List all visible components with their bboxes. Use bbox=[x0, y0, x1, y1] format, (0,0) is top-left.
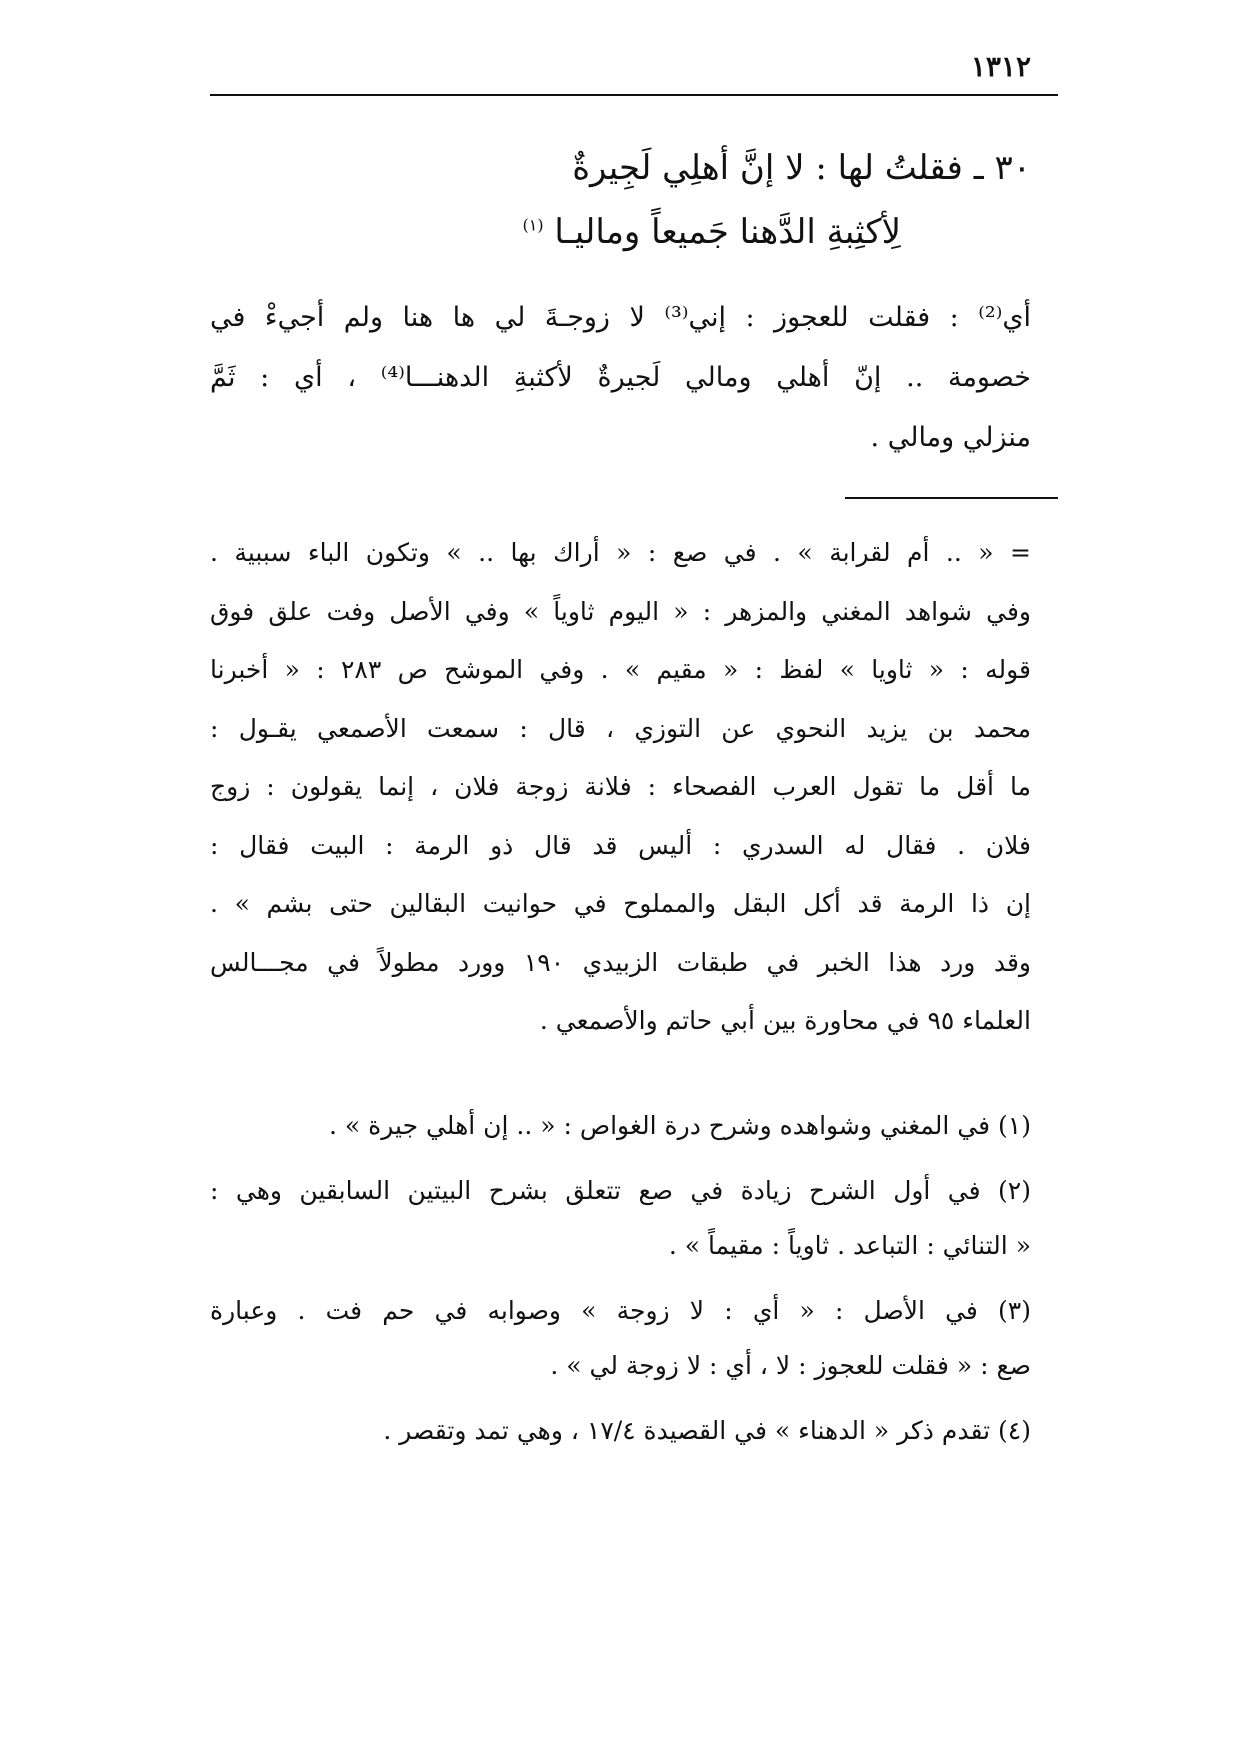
footnote-1 bbox=[210, 1098, 1031, 1153]
footnote-line: صع : « فقلت للعجوز : لا ، أي : لا زوجة لي » . bbox=[550, 1351, 1031, 1380]
footnote-marker-1: (١) bbox=[522, 215, 544, 235]
header-rule bbox=[210, 94, 1058, 96]
note-line: قوله : « ثاويا » لفظ : « مقيم » . وفي الموشح ص ٢٨٣ : « أخبرنا bbox=[210, 655, 1032, 684]
footnote-2 bbox=[210, 1163, 1031, 1273]
note-line: محمد بن يزيد النحوي عن التوزي ، قال : سمعت الأصمعي يقـول : bbox=[210, 713, 1031, 743]
footnote-line: (٢) في أول الشرح زيادة في صع تتعلق بشرح البيتين السابقين وهي : bbox=[210, 1176, 1031, 1205]
footnote-line: (٤) تقدم ذكر « الدهناء » في القصيدة ١٧/٤ ، وهي تمد وتقصر . bbox=[383, 1416, 1031, 1445]
continued-footnote bbox=[210, 524, 1031, 1051]
footnote-line: « التنائي : التباعد . ثاوياً : مقيماً » . bbox=[668, 1231, 1031, 1260]
poem-verse-second-hemistich bbox=[523, 212, 901, 253]
note-line: فلان . فقال له السدري : أليس قد قال ذو الرمة : البيت فقال : bbox=[210, 830, 1031, 860]
poem-verse-first-hemistich: ٣٠ ـ فقلتُ لها : لا إنَّ أهلِي لَجِيرةٌ bbox=[572, 148, 1031, 188]
footnote-line: (٣) في الأصل : « أي : لا زوجة » وصوابه في حم فت . وعبارة bbox=[210, 1296, 1031, 1325]
note-line: ما أقل ما تقول العرب الفصحاء : فلانة زوجة فلان ، إنما يقولون : زوج bbox=[210, 772, 1031, 801]
note-line: وفي شواهد المغني والمزهر : « اليوم ثاوياً » وفي الأصل وفت علق فوق bbox=[210, 596, 1031, 626]
note-line: = « .. أم لقرابة » . في صع : « أراك بها .. » وتكون الباء سببية . bbox=[210, 538, 1031, 567]
commentary-text bbox=[210, 288, 1031, 468]
footnote-line: (١) في المغني وشواهده وشرح درة الغواص : « .. إن أهلي جيرة » . bbox=[329, 1111, 1031, 1140]
note-line: وقد ورد هذا الخبر في طبقات الزبيدي ١٩٠ وورد مطولاً في مجـــالس bbox=[210, 947, 1032, 977]
page-number: ١٣١٢ bbox=[970, 50, 1031, 83]
footnote-4 bbox=[210, 1403, 1031, 1458]
footnote-3 bbox=[210, 1283, 1031, 1393]
commentary-line: خصومة .. إنّ أهلي ومالي لَجيرةٌ لأكثبةِ الدهنـــا⁽⁴⁾ ، أي : ثَمَّ bbox=[210, 362, 1031, 393]
note-line: العلماء ٩٥ في محاورة بين أبي حاتم والأصمعي . bbox=[539, 1006, 1031, 1035]
commentary-line: أي⁽²⁾ : فقلت للعجوز : إني⁽³⁾ لا زوجـةَ لي ها هنا ولم أجيءْ في bbox=[210, 302, 1031, 333]
poem-verse-second-text: لِأكثِبةِ الدَّهنا جَميعاً وماليـا bbox=[554, 212, 901, 252]
footnotes bbox=[210, 1098, 1031, 1458]
footnote-separator-rule bbox=[845, 497, 1058, 499]
note-line: إن ذا الرمة قد أكل البقل والمملوح في حوانيت البقالين حتى بشم » . bbox=[210, 889, 1031, 918]
commentary-line: منزلي ومالي . bbox=[870, 422, 1031, 453]
